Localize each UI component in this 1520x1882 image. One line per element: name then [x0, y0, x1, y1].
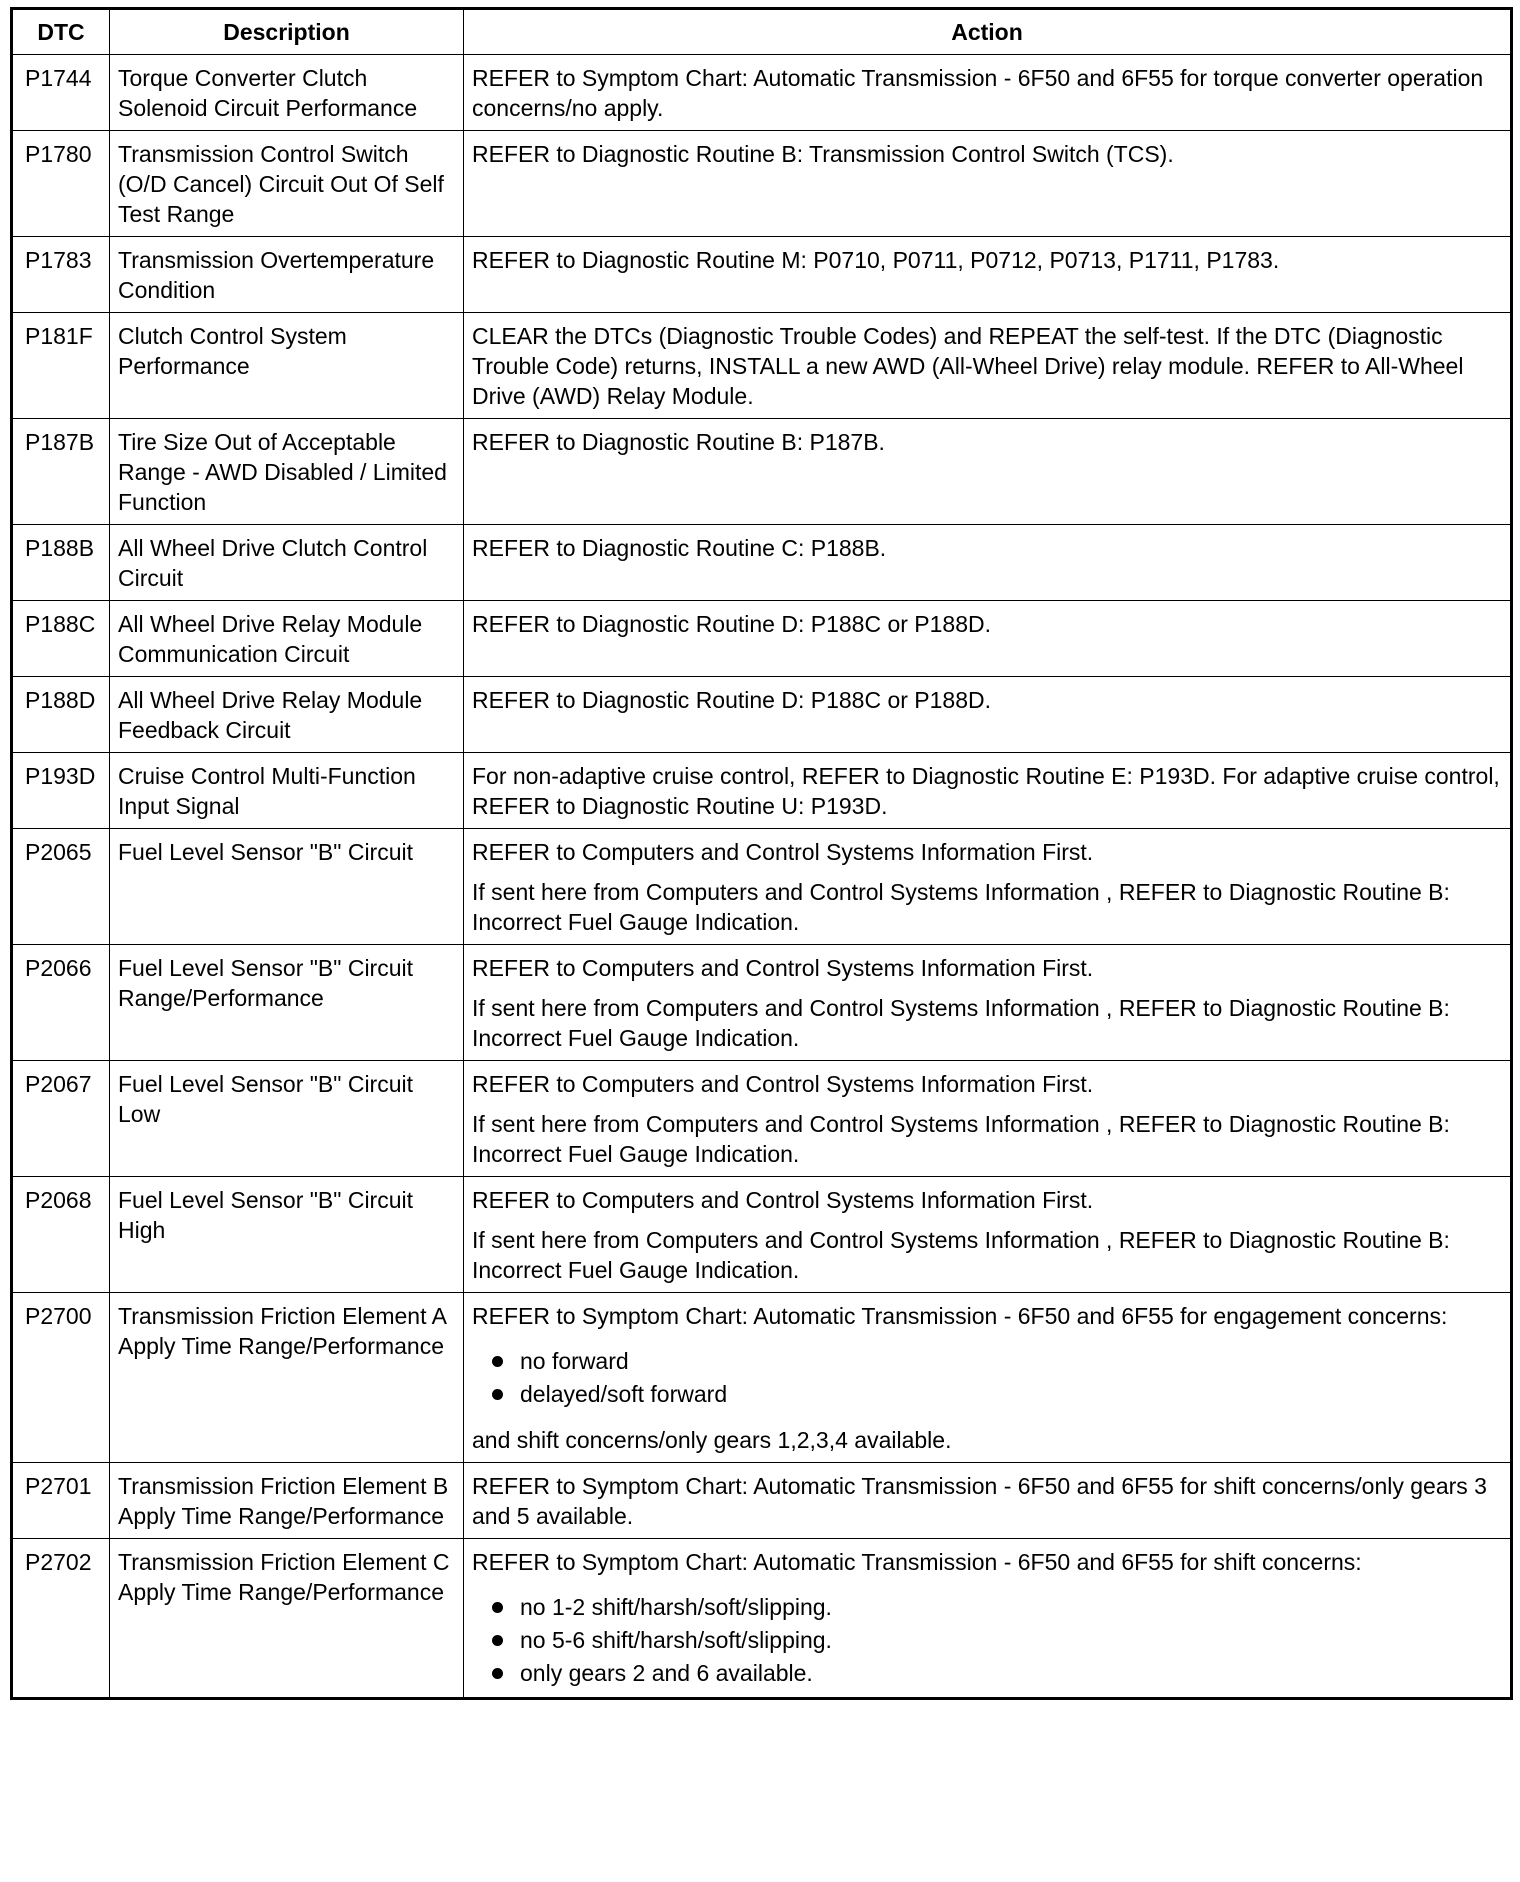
action-text: REFER to Computers and Control Systems Information First.: [472, 1071, 1094, 1097]
table-row: [12, 829, 1512, 945]
table-row: [12, 55, 1512, 131]
action-text: REFER to Diagnostic Routine B: Transmission Control Switch (TCS).: [472, 141, 1174, 167]
bullet-list: [472, 1345, 1502, 1411]
action-text: CLEAR the DTCs (Diagnostic Trouble Codes) and REPEAT the self-test. If the DTC (Diagnostic Trouble Code) returns, INSTALL a new AWD (All-Wheel Drive) relay module. REFER to All-Wheel Drive (AWD) Relay Module.: [472, 323, 1464, 409]
dtc-code: P188B: [12, 525, 110, 601]
action-text: REFER to Symptom Chart: Automatic Transmission - 6F50 and 6F55 for torque converter operation concerns/no apply.: [472, 65, 1484, 121]
bullet-text: no forward: [520, 1348, 629, 1374]
dtc-action: [464, 601, 1512, 677]
bullet-text: delayed/soft forward: [520, 1381, 728, 1407]
table-row: [12, 1463, 1512, 1539]
table-row: [12, 1061, 1512, 1177]
action-text: REFER to Diagnostic Routine B: P187B.: [472, 429, 885, 455]
dtc-code: P2701: [12, 1463, 110, 1539]
dtc-description: Transmission Overtemperature Condition: [110, 237, 464, 313]
bullet-list: [472, 1591, 1502, 1690]
list-item: [486, 1345, 1502, 1378]
bullet-text: no 1-2 shift/harsh/soft/slipping.: [520, 1594, 832, 1620]
bullet-text: only gears 2 and 6 available.: [520, 1660, 813, 1686]
table-row: [12, 1293, 1512, 1463]
dtc-code: P2068: [12, 1177, 110, 1293]
dtc-action: [464, 525, 1512, 601]
dtc-action: [464, 829, 1512, 945]
action-text-followup: If sent here from Computers and Control Systems Information , REFER to Diagnostic Routine B: Incorrect Fuel Gauge Indication.: [472, 1227, 1450, 1283]
dtc-description: Tire Size Out of Acceptable Range - AWD Disabled / Limited Function: [110, 419, 464, 525]
table-row: [12, 1539, 1512, 1699]
list-item: [486, 1657, 1502, 1690]
dtc-code: P1744: [12, 55, 110, 131]
dtc-code: P181F: [12, 313, 110, 419]
dtc-description: Transmission Friction Element B Apply Time Range/Performance: [110, 1463, 464, 1539]
dtc-description: Torque Converter Clutch Solenoid Circuit Performance: [110, 55, 464, 131]
dtc-action: [464, 1463, 1512, 1539]
dtc-action: [464, 677, 1512, 753]
dtc-code: P2065: [12, 829, 110, 945]
dtc-description: All Wheel Drive Clutch Control Circuit: [110, 525, 464, 601]
dtc-action: [464, 1539, 1512, 1699]
dtc-code: P2700: [12, 1293, 110, 1463]
list-item: [486, 1591, 1502, 1624]
dtc-action: [464, 945, 1512, 1061]
dtc-code: P188D: [12, 677, 110, 753]
table-row: [12, 313, 1512, 419]
dtc-description: Fuel Level Sensor "B" Circuit High: [110, 1177, 464, 1293]
action-text: REFER to Computers and Control Systems Information First.: [472, 1187, 1094, 1213]
dtc-description: Clutch Control System Performance: [110, 313, 464, 419]
dtc-action: [464, 313, 1512, 419]
action-text: REFER to Diagnostic Routine M: P0710, P0711, P0712, P0713, P1711, P1783.: [472, 247, 1280, 273]
dtc-code: P187B: [12, 419, 110, 525]
action-text-followup: If sent here from Computers and Control Systems Information , REFER to Diagnostic Routine B: Incorrect Fuel Gauge Indication.: [472, 1111, 1450, 1167]
table-row: [12, 525, 1512, 601]
dtc-description: All Wheel Drive Relay Module Communication Circuit: [110, 601, 464, 677]
table-row: [12, 419, 1512, 525]
table-row: [12, 131, 1512, 237]
header-description: Description: [110, 9, 464, 55]
dtc-table-container: [10, 7, 1510, 1700]
dtc-code: P1783: [12, 237, 110, 313]
table-row: [12, 677, 1512, 753]
dtc-table: [10, 7, 1513, 1700]
action-text-followup: If sent here from Computers and Control Systems Information , REFER to Diagnostic Routine B: Incorrect Fuel Gauge Indication.: [472, 879, 1450, 935]
bullet-icon: [492, 1602, 503, 1613]
dtc-description: Fuel Level Sensor "B" Circuit Range/Performance: [110, 945, 464, 1061]
header-dtc: DTC: [12, 9, 110, 55]
dtc-description: Cruise Control Multi-Function Input Signal: [110, 753, 464, 829]
dtc-code: P2067: [12, 1061, 110, 1177]
dtc-code: P188C: [12, 601, 110, 677]
action-text: REFER to Diagnostic Routine C: P188B.: [472, 535, 887, 561]
dtc-action: [464, 753, 1512, 829]
dtc-action: [464, 237, 1512, 313]
dtc-description: Fuel Level Sensor "B" Circuit Low: [110, 1061, 464, 1177]
table-row: [12, 601, 1512, 677]
table-row: [12, 753, 1512, 829]
action-text: For non-adaptive cruise control, REFER to Diagnostic Routine E: P193D. For adaptive cruise control, REFER to Diagnostic Routine U: P193D.: [472, 763, 1500, 819]
action-text: REFER to Computers and Control Systems Information First.: [472, 839, 1094, 865]
action-text-followup: and shift concerns/only gears 1,2,3,4 available.: [472, 1427, 952, 1453]
action-text: REFER to Symptom Chart: Automatic Transmission - 6F50 and 6F55 for shift concerns:: [472, 1549, 1362, 1575]
action-text: REFER to Computers and Control Systems Information First.: [472, 955, 1094, 981]
bullet-icon: [492, 1668, 503, 1679]
dtc-code: P1780: [12, 131, 110, 237]
bullet-icon: [492, 1389, 503, 1400]
table-row: [12, 237, 1512, 313]
list-item: [486, 1624, 1502, 1657]
action-text-followup: If sent here from Computers and Control Systems Information , REFER to Diagnostic Routine B: Incorrect Fuel Gauge Indication.: [472, 995, 1450, 1051]
dtc-action: [464, 419, 1512, 525]
dtc-code: P193D: [12, 753, 110, 829]
dtc-code: P2066: [12, 945, 110, 1061]
dtc-code: P2702: [12, 1539, 110, 1699]
dtc-action: [464, 1177, 1512, 1293]
dtc-description: Fuel Level Sensor "B" Circuit: [110, 829, 464, 945]
dtc-action: [464, 1061, 1512, 1177]
dtc-action: [464, 1293, 1512, 1463]
bullet-icon: [492, 1356, 503, 1367]
table-header-row: [12, 9, 1512, 55]
bullet-text: no 5-6 shift/harsh/soft/slipping.: [520, 1627, 832, 1653]
dtc-action: [464, 55, 1512, 131]
action-text: REFER to Symptom Chart: Automatic Transmission - 6F50 and 6F55 for shift concerns/only gears 3 and 5 available.: [472, 1473, 1487, 1529]
table-row: [12, 945, 1512, 1061]
header-action: Action: [464, 9, 1512, 55]
action-text: REFER to Diagnostic Routine D: P188C or P188D.: [472, 611, 992, 637]
dtc-action: [464, 131, 1512, 237]
dtc-description: Transmission Friction Element A Apply Time Range/Performance: [110, 1293, 464, 1463]
action-text: REFER to Diagnostic Routine D: P188C or P188D.: [472, 687, 992, 713]
action-text: REFER to Symptom Chart: Automatic Transmission - 6F50 and 6F55 for engagement concerns:: [472, 1303, 1448, 1329]
dtc-description: All Wheel Drive Relay Module Feedback Circuit: [110, 677, 464, 753]
bullet-icon: [492, 1635, 503, 1646]
table-row: [12, 1177, 1512, 1293]
dtc-description: Transmission Control Switch (O/D Cancel) Circuit Out Of Self Test Range: [110, 131, 464, 237]
list-item: [486, 1378, 1502, 1411]
dtc-description: Transmission Friction Element C Apply Time Range/Performance: [110, 1539, 464, 1699]
